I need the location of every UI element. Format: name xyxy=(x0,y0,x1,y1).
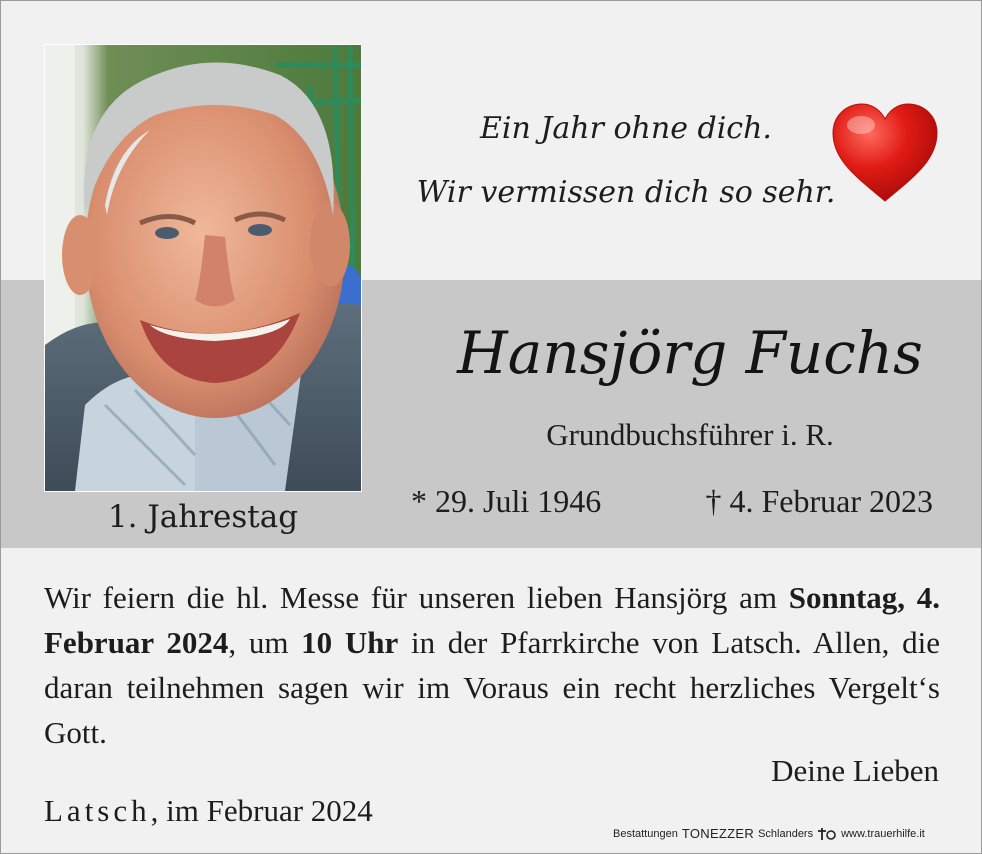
footer-suffix: Schlanders xyxy=(758,827,814,840)
footer-prefix: Bestattungen xyxy=(613,827,678,840)
footer-website[interactable]: www.trauerhilfe.it xyxy=(841,827,925,840)
birth-date: * 29. Juli 1946 xyxy=(411,483,602,519)
place-town: Latsch xyxy=(44,793,151,828)
mass-date: Sonntag, 4. Februar 2024 xyxy=(44,580,941,660)
deceased-title: Grundbuchsführer i. R. xyxy=(546,417,834,452)
footer-brand: TONEZZER xyxy=(681,826,755,841)
footer-credit xyxy=(613,826,925,841)
anniversary-label: 1. Jahrestag xyxy=(107,499,299,535)
cross-logo-icon xyxy=(817,827,837,841)
announcement-part-2: , um xyxy=(228,625,302,660)
quote-line-1: Ein Jahr ohne dich. xyxy=(480,111,772,146)
announcement-part-3: in der Pfarrkirche von Latsch. Allen, die daran teilnehmen sagen wir im Voraus ein recht herzliches Vergelt‘s Gott. xyxy=(44,625,940,750)
announcement-part-1: Wir feiern die hl. Messe für unseren lieben Hansjörg am xyxy=(44,580,789,615)
death-date: † 4. Februar 2023 xyxy=(705,483,933,519)
place-date xyxy=(44,793,373,829)
mass-announcement xyxy=(44,575,940,755)
place-date-rest: , im Februar 2024 xyxy=(150,793,373,828)
portrait-photo xyxy=(44,44,362,492)
deceased-name: Hansjörg Fuchs xyxy=(457,319,923,387)
quote-line-2: Wir vermissen dich so sehr. xyxy=(416,175,836,210)
mass-time: 10 Uhr xyxy=(301,625,399,660)
signature: Deine Lieben xyxy=(771,753,939,788)
heart-icon xyxy=(829,101,941,207)
